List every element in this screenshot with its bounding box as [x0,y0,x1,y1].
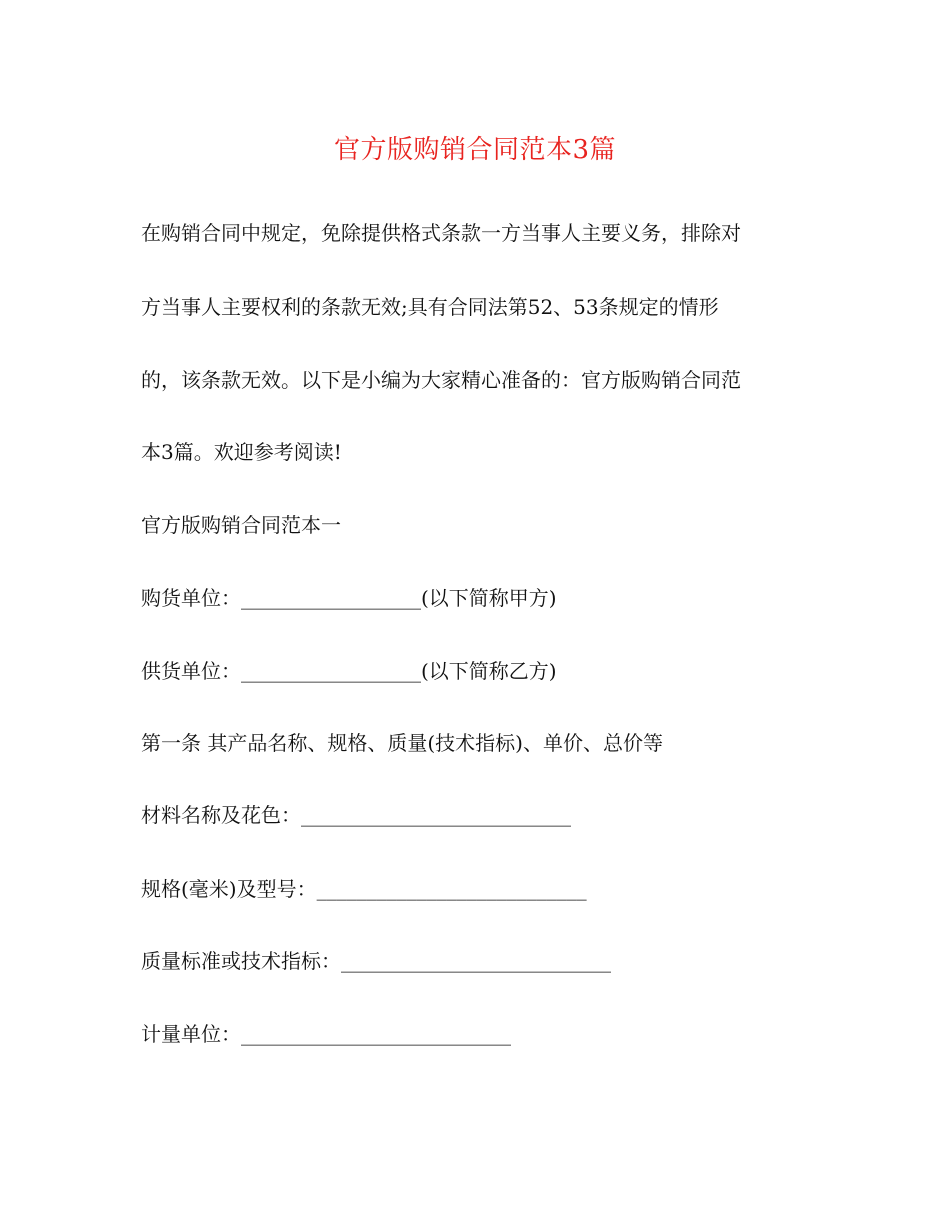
buyer-line: 购货单位：__________________(以下简称甲方) [141,586,557,610]
quality-line: 质量标准或技术指标：___________________________ [141,949,611,973]
document-title: 官方版购销合同范本3篇 [333,135,617,165]
seller-line: 供货单位：__________________(以下简称乙方) [141,659,557,683]
intro-line-4: 本3篇。欢迎参考阅读! [141,440,342,464]
material-line: 材料名称及花色：___________________________ [141,803,571,827]
section-heading: 官方版购销合同范本一 [141,513,341,537]
spec-line: 规格(毫米)及型号：___________________________ [141,877,587,901]
article-one-line: 第一条 其产品名称、规格、质量(技术指标)、单价、总价等 [141,731,663,755]
unit-line: 计量单位：___________________________ [141,1022,511,1046]
intro-line-2: 方当事人主要权利的条款无效;具有合同法第52、53条规定的情形 [141,295,719,319]
intro-line-3: 的，该条款无效。以下是小编为大家精心准备的：官方版购销合同范 [141,368,741,392]
intro-line-1: 在购销合同中规定，免除提供格式条款一方当事人主要义务，排除对 [141,221,741,245]
